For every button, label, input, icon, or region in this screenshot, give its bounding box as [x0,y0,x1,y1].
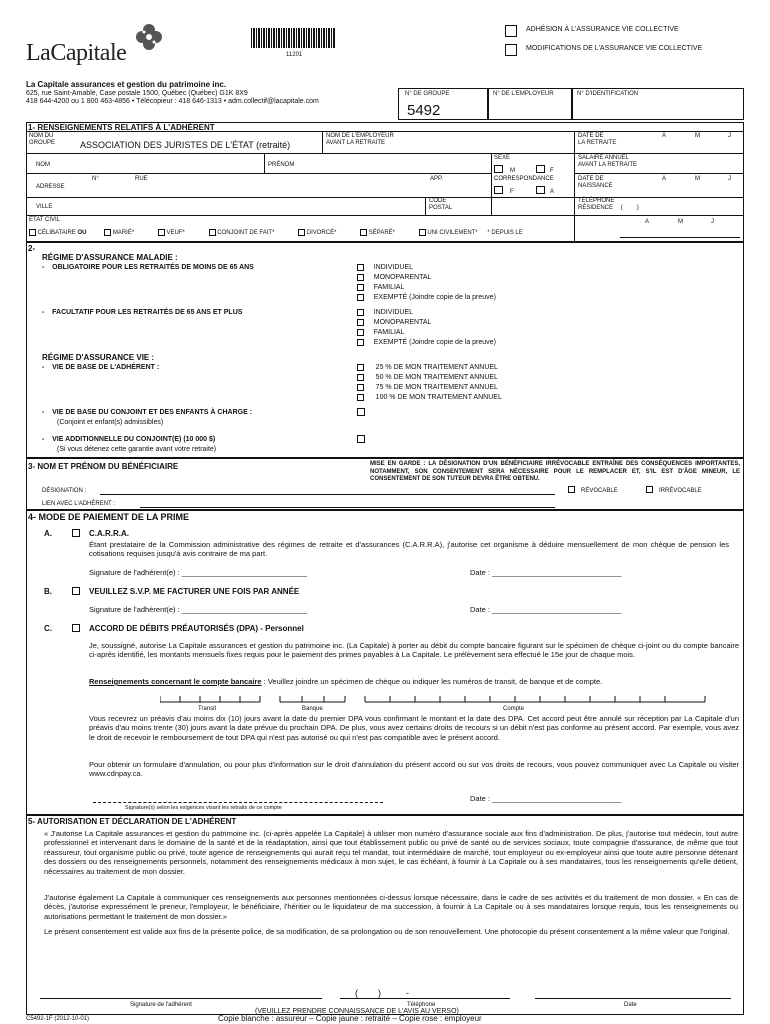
vie-25-checkbox[interactable] [357,364,364,371]
signature-date-label: Date [624,1002,637,1008]
retirement-date-label: DATE DE LA RETRAITE [578,133,617,146]
nom-label: NOM [36,162,50,168]
carra-date: Date : _______________________________ [470,568,622,577]
basic-life-label: - VIE DE BASE DE L'ADHÉRENT : [42,364,160,371]
app-label: APP. [430,176,443,182]
phone-label: TÉLÉPHONE RÉSIDENCE ( ) [578,198,639,211]
correspondance-label: CORRESPONDANCE [494,176,554,182]
employer-number-label: N° DE L'EMPLOYEUR [493,91,554,97]
facult-monoparental-checkbox[interactable] [357,319,364,326]
invoice-checkbox[interactable] [72,587,80,595]
vie-100-checkbox[interactable] [357,394,364,401]
spouse-children-checkbox[interactable] [357,408,365,416]
salary-label: SALAIRE ANNUEL AVANT LA RETRAITE [578,155,638,168]
invoice-title: VEUILLEZ S.V.P. ME FACTURER UNE FOIS PAR ANNÉE [89,587,300,596]
id-number-box[interactable] [572,88,744,120]
facult-individuel-checkbox[interactable] [357,309,364,316]
group-number-label: N° DE GROUPE [405,91,450,97]
beneficiary-warning: MISE EN GARDE : LA DÉSIGNATION D'UN BÉNÉFICIAIRE IRRÉVOCABLE ENTRAÎNE DES CONSÉQUENCES IMPORTANTES, NOTAMMENT, SON CONSENTEMENT SERA NÉCESSAIRE POUR LE REMPLACER ET, S'IL EST D'ÂGE MINEUR, LE CONSENTEMENT DE SON TUTEUR DEVRA ÊTRE OBTENU. [370,461,740,482]
phone-parens: ( ) - [355,988,409,998]
irrevocable-checkbox[interactable] [646,486,653,493]
transit-label: Transit [198,706,217,712]
revocable-label: RÉVOCABLE [581,488,618,494]
number-label: N° [92,176,99,182]
sexe-m-checkbox[interactable] [494,165,503,173]
group-number-box[interactable] [398,88,488,120]
celibataire-checkbox[interactable] [29,229,36,236]
facult-exempte-checkbox[interactable] [357,339,364,346]
authorization-p3: Le présent consentement est valide aux fins de la présente police, de sa modification, de sa prolongation ou de son renouvellement. Une photocopie du présent consentement a la même valeur que l'original. [44,927,730,936]
id-number-label: N° D'IDENTIFICATION [577,91,639,97]
logo-text: LaCapitale [26,40,127,66]
group-name-value: ASSOCIATION DES JURISTES DE L'ÉTAT (retraité) [80,140,291,150]
prenom-label: PRÉNOM [268,162,295,168]
carra-signature: Signature de l'adhérent(e) : ______________________________ [89,568,307,577]
postal-code-label: CODE POSTAL [429,198,453,211]
address-label: ADRESSE [36,184,65,190]
section5-title: 5- AUTORISATION ET DÉCLARATION DE L'ADHÉRENT [28,817,237,826]
verso-notice: (VEUILLEZ PRENDRE CONNAISSANCE DE L'AVIS AU VERSO) [255,1008,459,1015]
mandatory-options: INDIVIDUEL MONOPARENTAL FAMILIAL EXEMPTÉ (Joindre copie de la preuve) [357,263,496,303]
bank-number-boxes[interactable] [160,692,720,704]
spouse-children-label: - VIE DE BASE DU CONJOINT ET DES ENFANTS À CHARGE : [42,409,253,416]
carra-checkbox[interactable] [72,529,80,537]
sexe-f-checkbox[interactable] [536,165,545,173]
sexe-label: SEXE [494,155,511,161]
life-insurance-title: RÉGIME D'ASSURANCE VIE : [42,353,155,362]
designation-label: DÉSIGNATION : [42,488,87,494]
dpa-bank-info: Renseignements concernant le compte bancaire : Veuillez joindre un spécimen de chèque ou indiquer les numéros de transit, de banque et de compte. [89,677,603,686]
dpa-text-2: Vous recevrez un préavis d'au moins dix (10) jours avant la date du premier DPA vous confirmant le montant et la date des DPA. Cet accord peut être annulé sur réception par La Capitale d'un préavis d'au moins trente (30) jours avant la date prévue du prochain DPA. De plus, vous avez certains droits de recours si un débit n'est pas conforme au présent accord. Par exemple, vous avez le droit de recevoir le remboursement de tout DPA qui n'est pas autorisé ou qui n'est pas compatible avec le présent accord. [89,714,739,742]
additional-spouse-label: - VIE ADDITIONNELLE DU CONJOINT(E) (10 000 $) [42,436,216,443]
carra-text: Étant prestataire de la Commission administrative des régimes de retraite et d'assurances (C.A.R.R.A), j'autorise cet organisme à déduire mensuellement de mon chèque de pension les cotisations requises jusqu'à avis contraire de ma part. [89,540,729,559]
modifications-checkbox[interactable] [505,44,517,56]
authorization-p2: J'autorise également La Capitale à communiquer ces renseignements aux personnes mentionnées ci-dessus lorsque nécessaire, dans le cadre de ses activités et du traitement de mon dossier. « En cas de décès, j'autorise expressément le preneur, l'employeur, le bénéficiaire, l'héritier ou le liquidateur de ma succession, à fournir à La Capitale ou à ses mandataires lorsque requis, tous les renseignements ou autorisations permettant le traitement de mon dossier.» [44,893,738,921]
divorce-checkbox[interactable] [298,229,305,236]
birth-date-label: DATE DE NAISSANCE [578,176,613,189]
dpa-date: Date : _______________________________ [470,794,622,803]
additional-spouse-checkbox[interactable] [357,435,365,443]
barcode-number: 11201 [286,52,303,58]
copies-distribution: Copie blanche : assureur – Copie jaune : retraité – Copie rose : employeur [218,1014,482,1023]
carra-title: C.A.R.R.A. [89,529,129,538]
dpa-signature-caption: Signature(s) selon les exigences visant les retraits de ce compte [125,805,282,811]
marie-checkbox[interactable] [104,229,111,236]
conjoint-checkbox[interactable] [209,229,216,236]
uni-civilement-checkbox[interactable] [419,229,426,236]
separe-checkbox[interactable] [360,229,367,236]
company-address: 625, rue Saint-Amable, Case postale 1500, Québec (Québec) G1K 8X9 [26,90,248,97]
group-number-value: 5492 [407,102,441,119]
optional-options: INDIVIDUEL MONOPARENTAL FAMILIAL EXEMPTÉ (Joindre copie de la preuve) [357,308,496,348]
adhesion-label: ADHÉSION À L'ASSURANCE VIE COLLECTIVE [526,26,679,33]
optional-65-plus-label: - FACULTATIF POUR LES RETRAITÉS DE 65 ANS ET PLUS [42,309,243,316]
civil-status-options: CÉLIBATAIRE OU MARIÉ* VEUF* CONJOINT DE FAIT* DIVORCÉ* SÉPARÉ* UNI CIVILEMENT* * DEPUIS LE [29,229,741,237]
health-insurance-title: RÉGIME D'ASSURANCE MALADIE : [42,253,178,262]
flower-logo-icon [134,22,164,52]
modifications-label: MODIFICATIONS DE L'ASSURANCE VIE COLLECTIVE [526,45,703,52]
group-name-label: NOM DU GROUPE [29,133,56,146]
vie-75-checkbox[interactable] [357,384,364,391]
oblig-monoparental-checkbox[interactable] [357,274,364,281]
revocable-checkbox[interactable] [568,486,575,493]
dpa-title: ACCORD DE DÉBITS PRÉAUTORISÉS (DPA) - Personnel [89,624,304,633]
section2-number: 2- [28,244,36,253]
corr-a-checkbox[interactable] [536,186,545,194]
oblig-individuel-checkbox[interactable] [357,264,364,271]
section1-title: 1- RENSEIGNEMENTS RELATIFS À L'ADHÉRENT [28,123,215,132]
barcode [251,28,336,48]
bank-label: Banque [302,706,323,712]
vie-50-checkbox[interactable] [357,374,364,381]
mandatory-under-65-label: - OBLIGATOIRE POUR LES RETRAITÉS DE MOINS DE 65 ANS [42,264,254,271]
ville-label: VILLE [36,204,53,210]
oblig-exempte-checkbox[interactable] [357,294,364,301]
dpa-text-1: Je, soussigné, autorise La Capitale assurances et gestion du patrimoine inc. (La Capitale) à porter au débit du compte bancaire figurant sur le spécimen de chèque ci-joint ou du compte bancaire ci-après identifié, les montants mensuels fixes requis pour le paiement des primes payables à La Capitale. Le prélèvement sera effectué le 15e jour de chaque mois. [89,641,739,660]
employer-number-box[interactable] [488,88,572,120]
facult-familial-checkbox[interactable] [357,329,364,336]
account-label: Compte [503,706,525,712]
civil-status-label: ÉTAT CIVIL [29,217,61,223]
member-signature-label: Signature de l'adhérent [130,1002,192,1008]
form-code: C5492-1F (2012-10-01) [26,1016,90,1022]
invoice-date: Date : _______________________________ [470,605,622,614]
basic-life-options: 25 % DE MON TRAITEMENT ANNUEL 50 % DE MON TRAITEMENT ANNUEL 75 % DE MON TRAITEMENT ANNUEL 100 % DE MON TRAITEMENT ANNUEL [357,363,502,403]
phone-signature-label: Téléphone [407,1002,436,1008]
relationship-label: LIEN AVEC L'ADHÉRENT : [42,501,115,507]
street-label: RUE [135,176,148,182]
section3-title: 3- NOM ET PRÉNOM DU BÉNÉFICIAIRE [28,462,179,471]
corr-f-checkbox[interactable] [494,186,503,194]
additional-spouse-note: (Si vous détenez cette garantie avant votre retraite) [57,446,217,453]
authorization-p1: « J'autorise La Capitale assurances et gestion du patrimoine inc. (ci-après appelée La Capitale) à utiliser mon numéro d'assurance sociale aux fins d'administration. De plus, j'autorise tout médecin, tout autre professionnel et intervenant dans le domaine de la santé et de la réadaptation, ainsi que tout établissement public ou privé de santé ou de services sociaux, toute compagnie d'assurance, de même que tout réassureur, tout organisme public ou privé, toute agence de renseignements qui aurait reçu tel mandat, tout intermédiaire de marché, tout employeur ou ex-employeur ainsi que toute autre personne détenant des dossiers ou des renseignements personnels, notamment des renseignements médicaux à mon sujet, le cas échéant, à fournir à La Capitale ou à ses mandataires, tous les renseignements qu'elle détient, nécessaires au traitement de mon dossier. [44,829,738,876]
dpa-text-3: Pour obtenir un formulaire d'annulation, ou pour plus d'information sur le droit d'annulation du présent accord ou sur vos droits de recours, vous pouvez communiquer avec La Capitale ou visiter www.cdnpay.ca. [89,760,739,779]
veuf-checkbox[interactable] [158,229,165,236]
employer-label: NOM DE L'EMPLOYEUR AVANT LA RETRAITE [326,133,394,146]
section4-title: 4- MODE DE PAIEMENT DE LA PRIME [28,512,190,522]
company-name: La Capitale assurances et gestion du patrimoine inc. [26,80,227,89]
dpa-checkbox[interactable] [72,624,80,632]
adhesion-checkbox[interactable] [505,25,517,37]
irrevocable-label: IRRÉVOCABLE [659,488,702,494]
oblig-familial-checkbox[interactable] [357,284,364,291]
spouse-children-note: (Conjoint et enfant(s) admissibles) [57,419,164,426]
logo [26,22,166,72]
invoice-signature: Signature de l'adhérent(e) : ______________________________ [89,605,307,614]
company-contact: 418 644-4200 ou 1 800 463-4856 • Télécopieur : 418 646-1313 • adm.collectif@lacapitale.com [26,98,319,105]
